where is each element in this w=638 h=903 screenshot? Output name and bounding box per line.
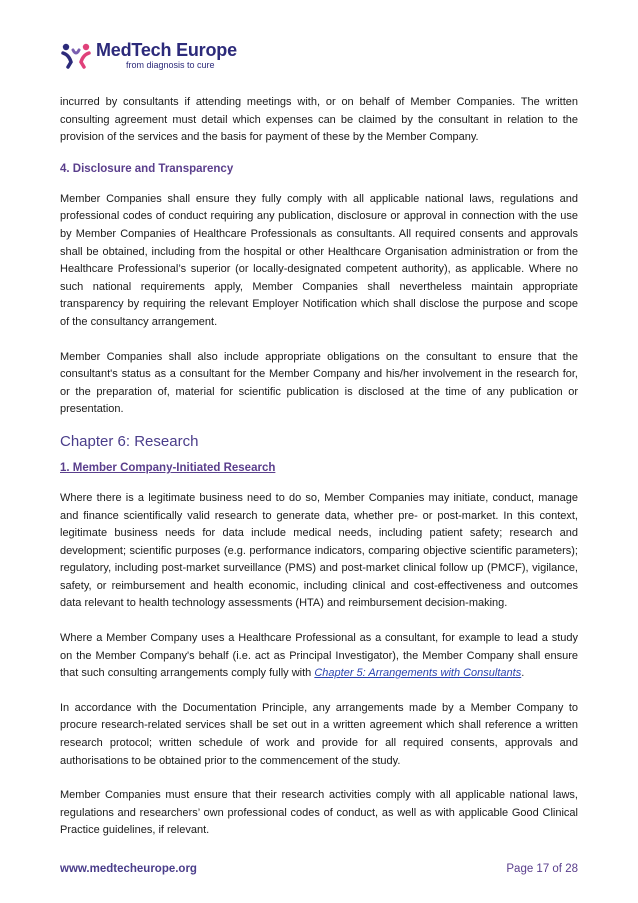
paragraph-research-3: In accordance with the Documentation Principle, any arrangements made by a Member Company to procure research-related services shall be set out in a written agreement which shall reference a written research protocol; written schedule of work and provide for all required consents, approvals and authorisations to be obtained prior to the commencement of the study. bbox=[60, 701, 578, 767]
page-content bbox=[60, 94, 578, 840]
chapter-5-link[interactable]: Chapter 5: Arrangements with Consultants bbox=[314, 667, 522, 680]
paragraph-intro: incurred by consultants if attending meetings with, or on behalf of Member Companies. The written consulting agreement must detail which expenses can be claimed by the consultant in relation to the provision of the services and the basis for payment of these by the Member Company. bbox=[60, 96, 578, 144]
chapter-title: Chapter 6: Research bbox=[60, 432, 199, 450]
paragraph-research-2 bbox=[60, 630, 578, 683]
paragraph-disclosure-1: Member Companies shall ensure they fully comply with all applicable national laws, regulations and professional codes of conduct requiring any publication, disclosure or approval in connection with the use by Member Companies of Healthcare Professionals as consultants. All required consents and approvals shall be obtained, including from the hospital or other Healthcare Organisation administration or from the Healthcare Professional’s superior (or locally-designated competent authority), as applicable. Where no such national requirements apply, Member Companies shall nevertheless maintain appropriate transparency by requiring the relevant Employer Notification which shall disclose the purpose and scope of the consultancy arrangement. bbox=[60, 192, 578, 328]
page-number: Page 17 of 28 bbox=[506, 863, 578, 875]
logo-mark-icon bbox=[60, 40, 92, 70]
paragraph-research-2-text: Where a Member Company uses a Healthcare Professional as a consultant, for example to lead a study on the Member Company's behalf (i.e. act as Principal Investigator), the Member Company shall ensure that such consulting arrangements comply fully with bbox=[60, 632, 578, 680]
paragraph-research-4: Member Companies must ensure that their research activities comply with all applicable national laws, regulations and researchers’ own professional codes of conduct, as well as with applicable Good Clinical Practice guidelines, if relevant. bbox=[60, 789, 578, 837]
heading-disclosure: 4. Disclosure and Transparency bbox=[60, 162, 234, 175]
logo-tagline: from diagnosis to cure bbox=[126, 59, 215, 70]
medtech-europe-logo bbox=[60, 40, 237, 70]
logo-name: MedTech Europe bbox=[96, 39, 237, 60]
paragraph-research-1: Where there is a legitimate business need to do so, Member Companies may initiate, conduct, manage and finance scientifically valid research to generate data, whether pre- or post-market. In this context, legitimate business needs for data include medical needs, including patient safety; research and development; scientific purposes (e.g. performance indicators, comparing objective scientific parameters); regulatory, including post-market surveillance (PMS) and post-market clinical follow up (PMCF), vigilance, safety, or reimbursement and health economic, including clinical and cost-effectiveness and outcomes data relevant to health technology assessments (HTA) and reimbursement decision-making. bbox=[60, 491, 578, 610]
footer-url[interactable]: www.medtecheurope.org bbox=[60, 863, 197, 875]
paragraph-disclosure-2: Member Companies shall also include appropriate obligations on the consultant to ensure that the consultant's status as a consultant for the Member Company and his/her involvement in the research for, or the preparation of, material for scientific publication is disclosed at the time of any publication or presentation. bbox=[60, 350, 578, 416]
heading-research: 1. Member Company-Initiated Research bbox=[60, 461, 276, 474]
paragraph-research-2-end: . bbox=[521, 667, 525, 680]
